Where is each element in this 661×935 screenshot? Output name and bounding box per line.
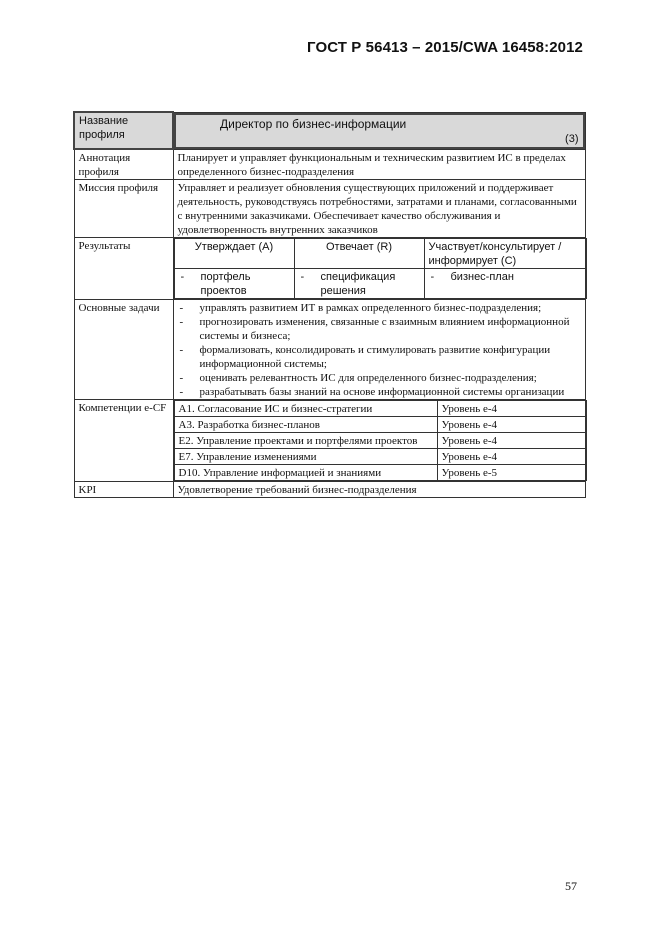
competence-level: Уровень е-4 xyxy=(437,449,586,465)
competence-level: Уровень е-4 xyxy=(437,401,586,417)
profile-title: Директор по бизнес-информации xyxy=(220,116,407,131)
list-item xyxy=(178,385,581,399)
mission-text: Управляет и реализует обновления существующих приложений и поддерживает деятельность, руководствуясь потребностями, затратами и планами, согласованными с внутренними заказчиками. Обеспечивает качество обслуживания и удовлетворенность внутренних заказчиков xyxy=(173,180,585,238)
competences-row xyxy=(74,400,585,482)
profile-code: (3) xyxy=(565,132,579,145)
results-approves-cell xyxy=(174,269,294,299)
profile-title-cell xyxy=(173,112,585,149)
results-cell xyxy=(173,238,585,300)
annotation-label: Аннотация профиля xyxy=(74,149,173,180)
results-participates-cell xyxy=(424,269,586,299)
results-approves-label: Утверждает (А) xyxy=(174,239,294,269)
annotation-text: Планирует и управляет функциональным и техническим развитием ИС в пределах определенного бизнес-подразделения xyxy=(173,149,585,180)
results-label: Результаты xyxy=(74,238,173,300)
competence-name: Е2. Управление проектами и портфелями проектов xyxy=(174,433,437,449)
page-number: 57 xyxy=(565,879,577,893)
competence-name: А3. Разработка бизнес-планов xyxy=(174,417,437,433)
kpi-row xyxy=(74,482,585,498)
kpi-text: Удовлетворение требований бизнес-подразделения xyxy=(173,482,585,498)
list-item xyxy=(178,371,581,385)
dash-marker: - xyxy=(430,271,435,283)
table-row xyxy=(174,401,586,417)
dash-marker: - xyxy=(179,316,184,328)
table-row xyxy=(174,449,586,465)
table-row xyxy=(174,417,586,433)
document-header: ГОСТ Р 56413 – 2015/CWA 16458:2012 xyxy=(307,39,583,56)
list-item xyxy=(178,315,581,343)
competence-name: А1. Согласование ИС и бизнес-стратегии xyxy=(174,401,437,417)
results-participates-label: Участвует/консультирует /информирует (С) xyxy=(424,239,586,269)
competence-level: Уровень е-5 xyxy=(437,465,586,481)
tasks-cell xyxy=(173,300,585,400)
dash-marker: - xyxy=(179,344,184,356)
kpi-label: KPI xyxy=(74,482,173,498)
competence-name: Е7. Управление изменениями xyxy=(174,449,437,465)
results-responsible-label: Отвечает (R) xyxy=(294,239,424,269)
results-participates-item: бизнес-план xyxy=(450,271,514,283)
competence-level: Уровень е-4 xyxy=(437,417,586,433)
results-row xyxy=(74,238,585,300)
results-responsible-item: спецификация решения xyxy=(320,271,396,297)
results-responsible-cell xyxy=(294,269,424,299)
task-text: управлять развитием ИТ в рамках определенного бизнес-подразделения; xyxy=(199,302,542,314)
mission-row xyxy=(74,180,585,238)
results-approves-item: портфель проектов xyxy=(200,271,251,297)
profile-table xyxy=(73,111,586,498)
table-row xyxy=(174,433,586,449)
competences-label: Компетенции e-CF xyxy=(74,400,173,482)
task-text: разрабатывать базы знаний на основе информационной системы организации xyxy=(199,386,565,398)
results-subtable xyxy=(174,238,587,299)
dash-marker: - xyxy=(179,386,184,398)
tasks-row xyxy=(74,300,585,400)
profile-name-row xyxy=(74,112,585,149)
tasks-list xyxy=(178,301,581,399)
competence-level: Уровень е-4 xyxy=(437,433,586,449)
table-row xyxy=(174,465,586,481)
profile-name-label: Название профиля xyxy=(74,112,173,149)
tasks-label: Основные задачи xyxy=(74,300,173,400)
dash-marker: - xyxy=(179,372,184,384)
list-item xyxy=(178,343,581,371)
competences-cell xyxy=(173,400,585,482)
dash-marker: - xyxy=(300,271,305,283)
list-item xyxy=(178,301,581,315)
dash-marker: - xyxy=(180,271,185,283)
mission-label: Миссия профиля xyxy=(74,180,173,238)
task-text: формализовать, консолидировать и стимулировать развитие конфигурации информационной системы; xyxy=(199,344,551,370)
competences-subtable xyxy=(174,400,587,481)
task-text: оценивать релевантность ИС для определенного бизнес-подразделения; xyxy=(199,372,537,384)
competence-name: D10. Управление информацией и знаниями xyxy=(174,465,437,481)
dash-marker: - xyxy=(179,302,184,314)
annotation-row xyxy=(74,149,585,180)
task-text: прогнозировать изменения, связанные с взаимным влиянием информационной системы и бизнеса; xyxy=(199,316,570,342)
